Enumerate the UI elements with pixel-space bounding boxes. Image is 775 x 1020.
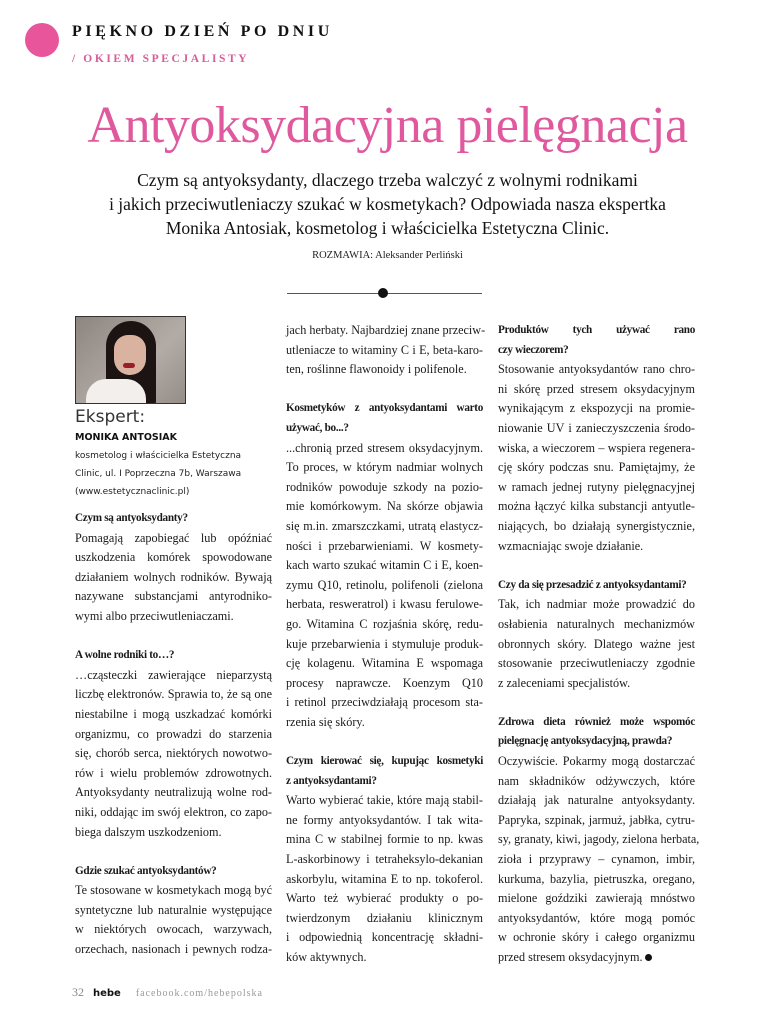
answer-line: wzmacniając swoje działanie. <box>498 538 644 553</box>
answer-line: Te stosowane w kosmetykach mogą być <box>75 883 272 898</box>
answer-line: wiska, a wieczorem – wspiera regenera- <box>498 440 695 455</box>
answer-line: z zaleceniami specjalistów. <box>498 675 631 690</box>
question-heading: Gdzie szukać antyoksydantów? <box>75 864 217 877</box>
facebook-link[interactable]: facebook.com/hebepolska <box>135 988 263 999</box>
section-title: PIĘKNO DZIEŃ PO DNIU <box>72 23 333 40</box>
answer-line: ...chronią przed stresem oksydacyjnym. <box>286 440 483 455</box>
answer-line: Oczywiście. Pokarmy mogą dostarczać <box>498 754 695 769</box>
answer-line: stosowanie przeciwutleniaczy zgodnie <box>498 656 695 671</box>
answer-line: rów i wielu problemów zdrowotnych. <box>75 765 272 780</box>
answer-line: wymi albo przeciwutleniaczami. <box>75 608 234 623</box>
page-number: 32 <box>72 985 84 999</box>
expert-desc-line: kosmetolog i właścicielka Estetyczna <box>75 451 242 461</box>
divider-dot <box>378 288 388 298</box>
column-1 <box>75 509 272 960</box>
article-title: Antyoksydacyjna pielęgnacja <box>87 97 688 154</box>
answer-line: się m.in. zmarszczkami, utratą elastycz- <box>286 518 483 533</box>
answer-line: Warto wybierać takie, które mają stabil- <box>286 793 483 808</box>
answer-line: działają jak naturalne antyoksydanty. <box>498 793 695 808</box>
answer-line: organizmu, co prowadzi do starzenia <box>75 726 272 741</box>
answer-line: Papryka, szpinak, jarmuż, jabłka, cytru- <box>498 812 695 827</box>
answer-line: kurkuma, bazylia, pietruszka, oregano, <box>498 871 695 886</box>
answer-line: herbata, resweratrol) i kwasu ferulowe- <box>286 597 483 612</box>
expert-description <box>75 447 275 501</box>
lead-line: Czym są antyoksydanty, dlaczego trzeba walczyć z wolnymi rodnikami <box>137 170 638 190</box>
answer-line: zioła i przyprawy – cynamon, imbir, <box>498 852 695 867</box>
answer-line: i retinol przeciwdziałają procesom sta- <box>286 695 483 710</box>
column-2 <box>286 321 486 968</box>
answer-line: cję kolagenu. Witamina E wspomaga <box>286 656 483 671</box>
question-heading: Kosmetyków z antyoksydantami warto <box>286 402 483 415</box>
article-lead <box>40 168 735 240</box>
answer-line: wynikającym z ekspozycji na promie- <box>498 401 695 416</box>
answer-line: się, chorób serca, niektórych nowotwo- <box>75 746 272 761</box>
answer-line: kach warto szukać witamin C i E, koen- <box>286 558 483 573</box>
expert-desc-line: Clinic, ul. I Poprzeczna 7b, Warszawa <box>75 469 242 479</box>
answer-line: ni skórę przed stresem oksydacyjnym <box>498 381 695 396</box>
question-heading: Czy da się przesadzić z antyoksydantami? <box>498 578 687 591</box>
lead-line: i jakich przeciwutleniaczy szukać w kosmetykach? Odpowiada nasza ekspertka <box>109 194 666 214</box>
expert-label: Ekspert: <box>75 407 146 427</box>
expert-name: MONIKA ANTOSIAK <box>75 432 177 443</box>
answer-line: jach herbaty. Najbardziej znane przeciw- <box>286 323 486 337</box>
answer-line: cję skóry podczas snu. Pamiętajmy, że <box>498 460 695 475</box>
question-heading: czy wieczorem? <box>498 343 569 356</box>
answer-line: twierdzonym działaniu klinicznym <box>286 910 483 925</box>
answer-line: przed stresem oksydacyjnym. <box>498 948 695 968</box>
answer-line: niki, oddając im swój elektron, co zapo- <box>75 804 272 819</box>
answer-line: antyoksydantów, które mogą pomóc <box>498 910 695 925</box>
answer-line: Pomagają zapobiegać lub opóźniać <box>75 530 272 545</box>
answer-line: można łączyć kilka substancji antyutle- <box>498 499 695 514</box>
answer-line: w niektórych owocach, warzywach, <box>75 922 272 937</box>
answer-line: nam składników odżywczych, które <box>498 773 695 788</box>
answer-line: Stosowanie antyoksydantów rano chro- <box>498 362 695 377</box>
answer-line: Tak, ich nadmiar może prowadzić do <box>498 597 695 612</box>
answer-line: nazywane substancjami antyrodniko- <box>75 589 272 604</box>
answer-line: Warto też wybierać produkty o po- <box>286 891 483 906</box>
answer-line: ne formy antyoksydantów. I tak wita- <box>286 812 483 827</box>
expert-desc-line: (www.estetycznaclinic.pl) <box>75 487 190 497</box>
answer-line: działaniem wolnych rodników. Bywają <box>75 569 272 584</box>
answer-line: sy, granaty, kiwi, jagody, zielona herbata, <box>498 832 700 847</box>
answer-line: go. Witamina C rozjaśnia skórę, redu- <box>286 616 483 631</box>
question-heading: A wolne rodniki to…? <box>75 649 175 662</box>
hebe-logo: hebe <box>93 988 121 999</box>
answer-line: To proces, w którym nadmiar wolnych <box>286 460 483 475</box>
answer-line: i odpowiednią koncentrację składni- <box>286 930 483 945</box>
answer-line: niestabilne i mogą uszkadzać komórki <box>75 706 272 721</box>
byline: ROZMAWIA: Aleksander Perliński <box>312 250 463 261</box>
answer-line: L-askorbinowy i tetraheksylo-dekanian <box>286 852 483 867</box>
question-heading: Zdrowa dieta również może wspomóc <box>498 715 695 728</box>
answer-line: niających, bo działają synergistycznie, <box>498 518 695 533</box>
answer-line: procesy naprawcze. Koenzym Q10 <box>286 675 483 690</box>
question-heading: pielęgnację antyoksydacyjną, prawda? <box>498 735 673 748</box>
answer-line: syntetyczne lub naturalnie występujące <box>75 902 272 917</box>
answer-line: liczbę elektronów. Sprawia to, że są one <box>75 687 272 702</box>
expert-photo <box>75 316 186 404</box>
question-heading: Produktów tych używać rano <box>498 324 695 336</box>
answer-line: orzechach, nasionach i pewnych rodza- <box>75 942 272 957</box>
answer-line: utleniacze to witaminy C i E, beta-karo- <box>286 342 483 357</box>
answer-line: niowanie UV i zanieczyszczenia środo- <box>498 420 695 435</box>
answer-line: ków aktywnych. <box>286 950 367 964</box>
question-heading: Czym są antyoksydanty? <box>75 512 188 524</box>
answer-line: mielone goździki zawierają mnóstwo <box>498 891 695 906</box>
answer-line: askorbylu, witamina E to np. tokoferol. <box>286 871 483 886</box>
answer-line: osłabienia naturalnych mechanizmów <box>498 616 695 631</box>
answer-line: rodników powoduje szkody na pozio- <box>286 479 483 494</box>
answer-line: …cząsteczki zawierające nieparzystą <box>75 667 272 682</box>
answer-line: mina C w stabilnej formie to np. kwas <box>286 832 483 847</box>
answer-line: ności i przebarwieniami. W kosmety- <box>286 538 483 553</box>
question-heading: używać, bo...? <box>286 421 349 434</box>
answer-line: uszkodzenia komórek spowodowane <box>75 550 272 565</box>
answer-line: ten, roślinne flawonoidy i polifenole. <box>286 362 467 377</box>
answer-line: Antyoksydanty neutralizują wolne rod- <box>75 785 272 800</box>
end-mark-icon <box>645 954 652 961</box>
answer-line: kuje przebarwienia i stymuluje produk- <box>286 636 483 651</box>
answer-line: mie komórkowym. Na skórze objawia <box>286 499 483 514</box>
answer-line: zymu Q10, retinolu, polifenoli (zielona <box>286 577 483 592</box>
section-marker-circle <box>25 23 59 57</box>
subsection-title: / OKIEM SPECJALISTY <box>72 53 250 65</box>
question-heading: Czym kierować się, kupując kosmetyki <box>286 755 483 768</box>
answer-line: obronnych skóry. Dlatego ważne jest <box>498 636 695 651</box>
column-3 <box>498 321 700 968</box>
lead-line: Monika Antosiak, kosmetolog i właścicielka Estetyczna Clinic. <box>165 218 610 238</box>
answer-line: biega dalszym uszkodzeniom. <box>75 824 222 839</box>
answer-line: rzenia się skóry. <box>286 714 365 729</box>
page-footer <box>72 985 263 1000</box>
answer-line: w ochronie skóry i całego organizmu <box>498 930 695 945</box>
answer-line: w ramach jednej rutyny pielęgnacyjnej <box>498 479 695 494</box>
question-heading: z antyoksydantami? <box>286 774 377 787</box>
